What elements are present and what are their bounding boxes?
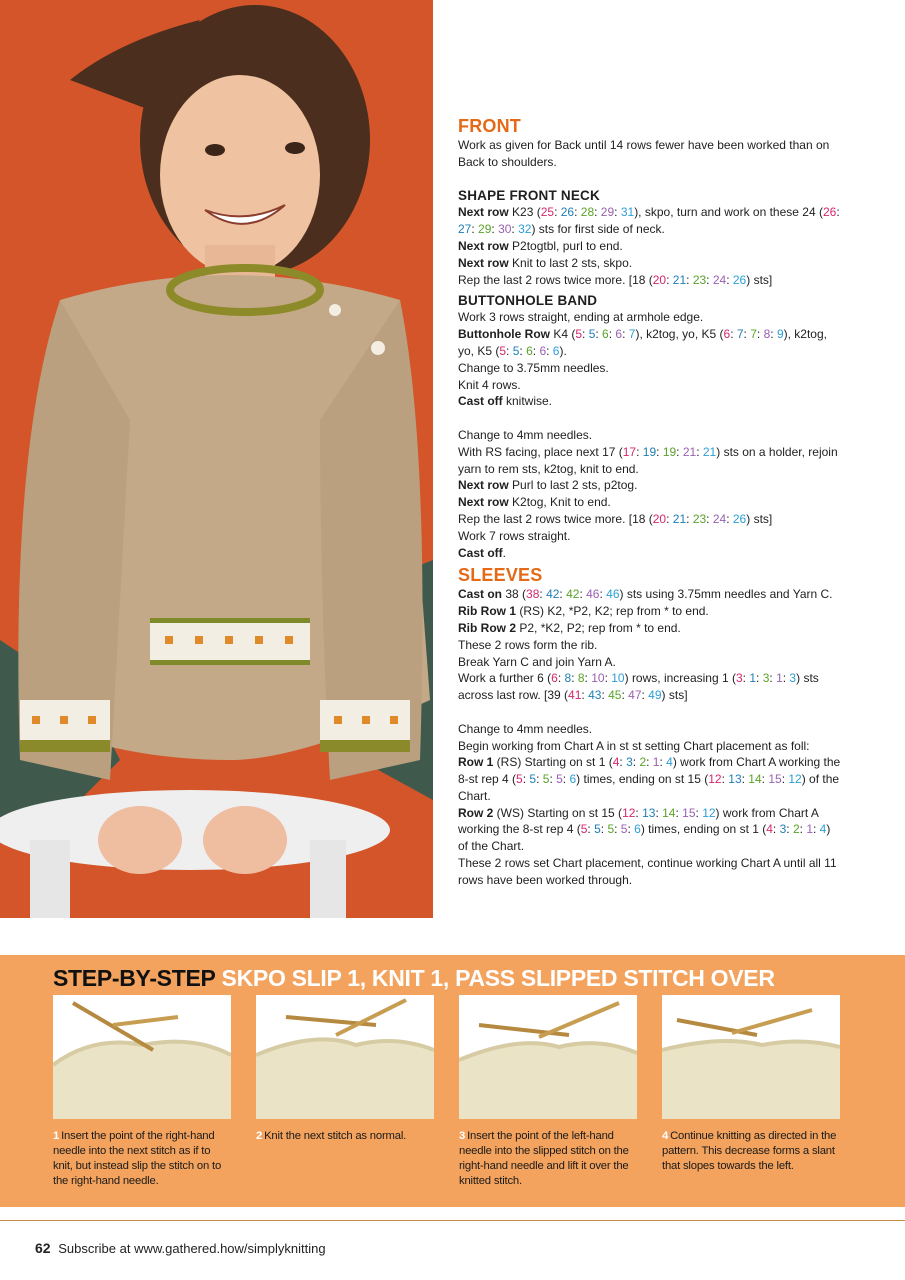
second-side-rep: Rep the last 2 rows twice more. [18 (20: 21: 23: 24: 26) sts]	[458, 511, 773, 526]
sleeves-cast-on: Cast on 38 (38: 42: 42: 46: 46) sts using 3.75mm needles and Yarn C.	[458, 587, 833, 602]
chart-row-1: Row 1 (RS) Starting on st 1 (4: 3: 2: 1: 4) work from Chart A working the 8-st rep 4 (5: 5: 5: 5: 6) times, ending on st 15 (12: 13: 14: 15: 12) of the Chart.	[458, 755, 841, 803]
subscribe-link[interactable]: Subscribe at www.gathered.how/simplyknitting	[58, 1241, 326, 1256]
step-4-caption: 4 Continue knitting as directed in the pattern. This decrease forms a slant that slopes towards the left.	[662, 1130, 837, 1172]
buttonhole-cast-off: Cast off knitwise.	[458, 394, 553, 409]
footer	[35, 1240, 326, 1256]
neck-row-2: Next row P2togtbl, purl to end.	[458, 238, 623, 253]
buttonhole-line-4: Knit 4 rows.	[458, 377, 521, 392]
second-side-next-row-1: Next row Purl to last 2 sts, p2tog.	[458, 478, 638, 493]
rib-row-2: Rib Row 2 P2, *K2, P2; rep from * to end.	[458, 620, 681, 635]
rib-row-1: Rib Row 1 (RS) K2, *P2, K2; rep from * to end.	[458, 604, 709, 619]
second-side-line-6: Work 7 rows straight.	[458, 528, 571, 543]
step-by-step-title: STEP-BY-STEP SKPO SLIP 1, KNIT 1, PASS SLIPPED STITCH OVER	[53, 965, 775, 991]
step-1-caption: 1 Insert the point of the right-hand needle into the next stitch as if to knit, but instead slip the stitch on to the right-hand needle.	[53, 1130, 222, 1187]
step-3-caption: 3 Insert the point of the left-hand needle into the slipped stitch on the right-hand needle and lift it over the knitted stitch.	[459, 1130, 629, 1187]
step-2-caption: 2 Knit the next stitch as normal.	[256, 1130, 407, 1142]
buttonhole-row: Buttonhole Row K4 (5: 5: 6: 6: 7), k2tog, yo, K5 (6: 7: 7: 8: 9), k2tog, yo, K5 (5: 5: 6: 6: 6).	[458, 327, 827, 358]
second-side-line-2: With RS facing, place next 17 (17: 19: 19: 21: 21) sts on a holder, rejoin yarn to rem sts, k2tog, knit to end.	[458, 444, 838, 476]
step-2	[256, 995, 434, 1144]
neck-row-4: Rep the last 2 rows twice more. [18 (20: 21: 23: 24: 26) sts]	[458, 272, 773, 287]
sleeves-line-4: These 2 rows form the rib.	[458, 637, 598, 652]
sleeves-p2-line-5: These 2 rows set Chart placement, continue working Chart A until all 11 rows have been worked through.	[458, 856, 837, 887]
buttonhole-band-heading: BUTTONHOLE BAND	[458, 293, 598, 309]
step-1-photo	[53, 995, 231, 1119]
buttonhole-line-3: Change to 3.75mm needles.	[458, 360, 609, 375]
second-side-next-row-2: Next row K2tog, Knit to end.	[458, 495, 611, 510]
sleeves-line-6: Work a further 6 (6: 8: 8: 10: 10) rows, increasing 1 (3: 1: 3: 1: 3) sts across last row. [39 (41: 43: 45: 47: 49) sts]	[458, 671, 819, 703]
sleeves-heading: SLEEVES	[458, 565, 543, 586]
sleeves-line-5: Break Yarn C and join Yarn A.	[458, 654, 616, 669]
sleeves-p2-line-2: Begin working from Chart A in st st setting Chart placement as foll:	[458, 738, 810, 753]
shape-front-neck-heading: SHAPE FRONT NECK	[458, 188, 600, 204]
buttonhole-line-1: Work 3 rows straight, ending at armhole edge.	[458, 310, 704, 325]
step-3	[459, 995, 637, 1189]
neck-row-1: Next row K23 (25: 26: 28: 29: 31), skpo, turn and work on these 24 (26: 27: 29: 30: 32) sts for first side of neck.	[458, 205, 840, 237]
step-4	[662, 995, 840, 1174]
step-2-photo	[256, 995, 434, 1119]
front-heading: FRONT	[458, 116, 521, 136]
step-1	[53, 995, 231, 1189]
footer-rule	[0, 1220, 905, 1221]
knitwear-photo	[0, 0, 433, 918]
second-side-cast-off: Cast off.	[458, 545, 507, 560]
second-side-line-1: Change to 4mm needles.	[458, 427, 593, 442]
chart-row-2: Row 2 (WS) Starting on st 15 (12: 13: 14: 15: 12) work from Chart A working the 8-st rep 4 (5: 5: 5: 5: 6) times, ending on st 1 (4: 3: 2: 1: 4) of the Chart.	[458, 805, 831, 854]
neck-row-3: Next row Knit to last 2 sts, skpo.	[458, 255, 633, 270]
step-4-photo	[662, 995, 840, 1119]
step-3-photo	[459, 995, 637, 1119]
sleeves-p2-line-1: Change to 4mm needles.	[458, 721, 593, 736]
step-by-step-band	[0, 955, 905, 1207]
pattern-column	[458, 116, 843, 889]
front-intro: Work as given for Back until 14 rows fewer have been worked than on Back to shoulders.	[458, 138, 830, 169]
page-number: 62	[35, 1240, 51, 1256]
